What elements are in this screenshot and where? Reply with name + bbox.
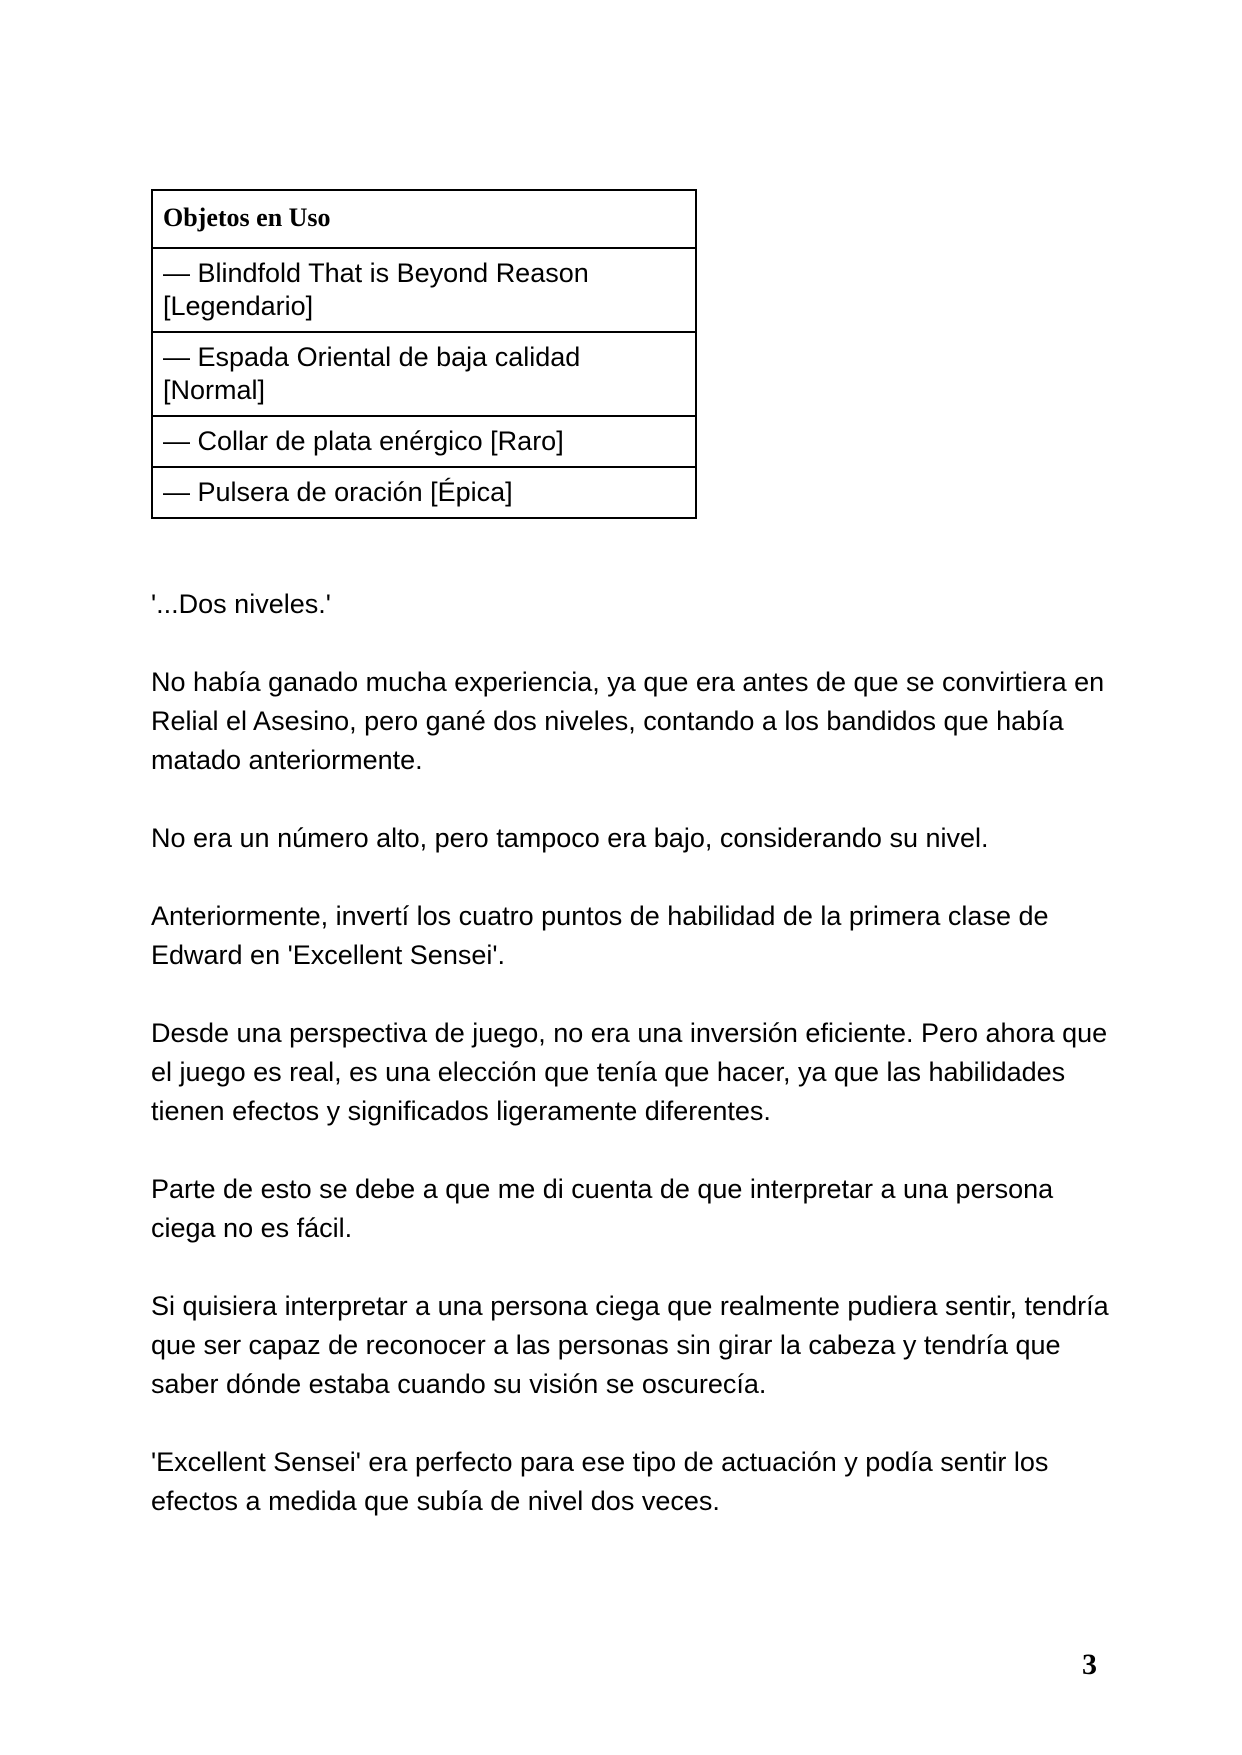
- paragraph: 'Excellent Sensei' era perfecto para ese tipo de actuación y podía sentir los efectos a medida que subía de nivel dos veces.: [151, 1447, 1049, 1516]
- equipment-table: [151, 189, 697, 519]
- body-text: [151, 585, 1111, 1560]
- paragraph: Desde una perspectiva de juego, no era una inversión eficiente. Pero ahora que el juego es real, es una elección que tenía que hacer, ya que las habilidades tienen efectos y significados ligeramente diferentes.: [151, 1018, 1108, 1126]
- paragraph: Si quisiera interpretar a una persona ciega que realmente pudiera sentir, tendría que ser capaz de reconocer a las personas sin girar la cabeza y tendría que saber dónde estaba cuando su visión se oscurecía.: [151, 1291, 1109, 1399]
- equipment-item: — Espada Oriental de baja calidad [Normal]: [152, 332, 696, 416]
- equipment-item: — Blindfold That is Beyond Reason [Legendario]: [152, 248, 696, 332]
- paragraph: Parte de esto se debe a que me di cuenta de que interpretar a una persona ciega no es fácil.: [151, 1174, 1054, 1243]
- table-row: [152, 467, 696, 518]
- equipment-item: — Pulsera de oración [Épica]: [152, 467, 696, 518]
- paragraph: Anteriormente, invertí los cuatro puntos de habilidad de la primera clase de Edward en 'Excellent Sensei'.: [151, 901, 1049, 970]
- table-header: Objetos en Uso: [152, 190, 696, 248]
- equipment-item: — Collar de plata enérgico [Raro]: [152, 416, 696, 467]
- table-row: [152, 416, 696, 467]
- paragraph: '...Dos niveles.': [151, 589, 331, 619]
- paragraph: No había ganado mucha experiencia, ya que era antes de que se convirtiera en Relial el Asesino, pero gané dos niveles, contando a los bandidos que había matado anteriormente.: [151, 667, 1105, 775]
- page-number: 3: [1082, 1648, 1097, 1681]
- paragraph: No era un número alto, pero tampoco era bajo, considerando su nivel.: [151, 823, 989, 853]
- table-row: [152, 248, 696, 332]
- table-row: [152, 332, 696, 416]
- table-header-row: [152, 190, 696, 248]
